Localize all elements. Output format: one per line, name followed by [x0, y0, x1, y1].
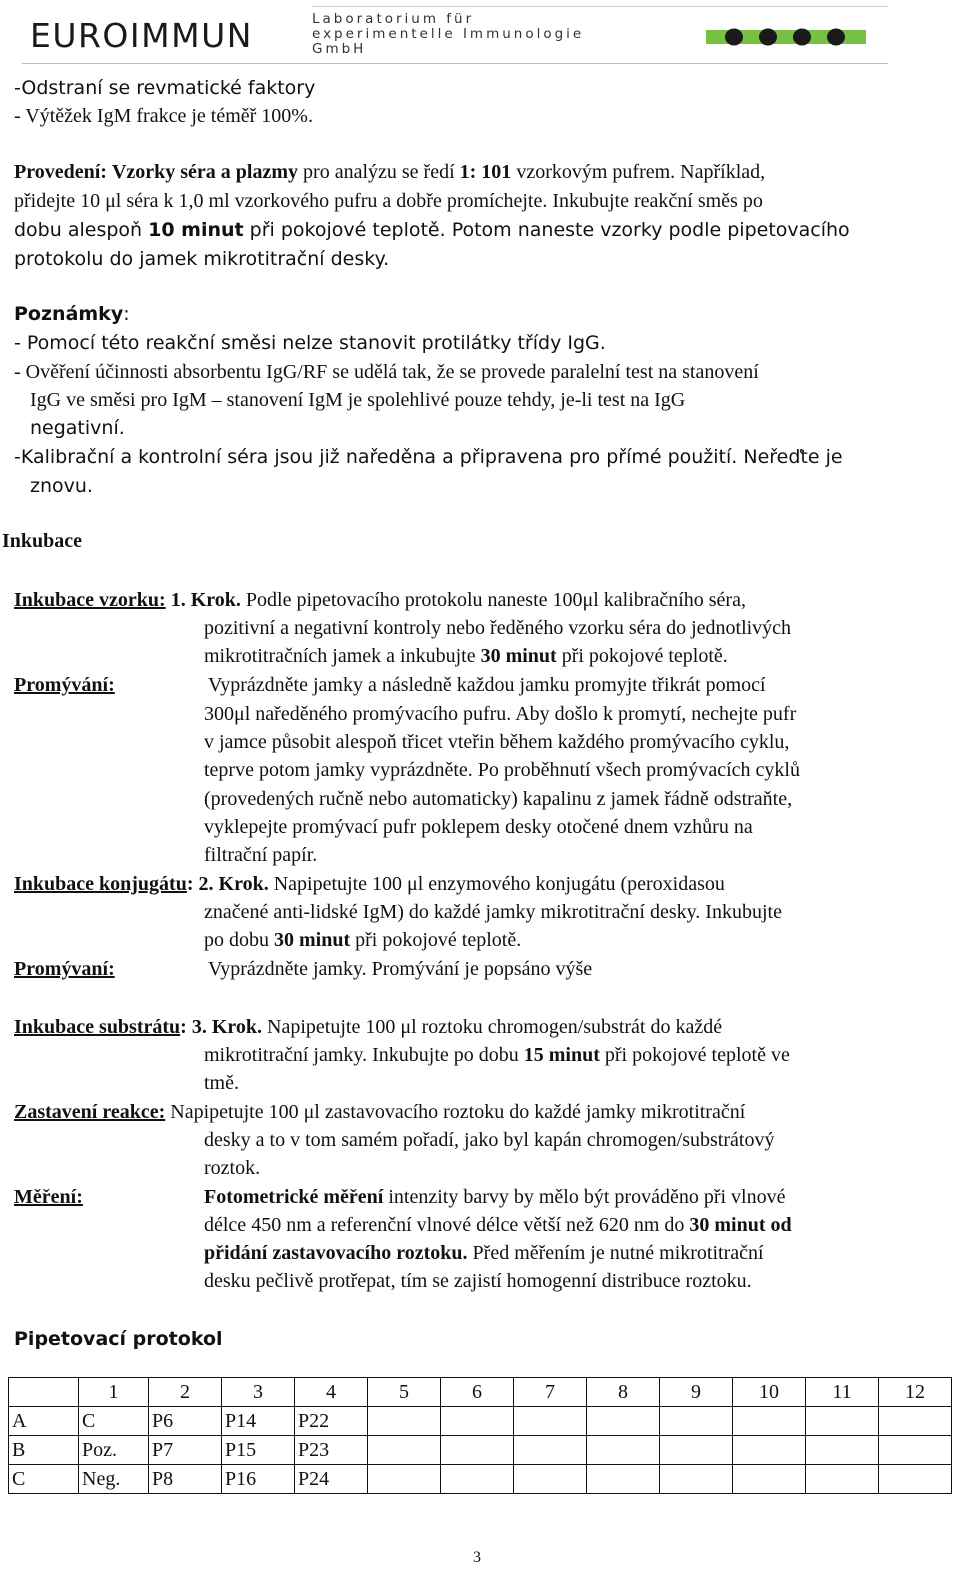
substrate-line-2 — [204, 1041, 790, 1070]
table-row — [9, 1436, 952, 1465]
procedure-line-4: protokolu do jamek mikrotitrační desky. — [14, 248, 390, 270]
table-cell — [660, 1465, 733, 1494]
header-cell: 10 — [733, 1378, 806, 1407]
wash-1-label: Promývání: — [14, 674, 115, 696]
header-cell: 11 — [806, 1378, 879, 1407]
wash-1-line-4: teprve potom jamky vyprázdněte. Po proběhnutí všech promývacích cyklů — [204, 759, 800, 781]
company-subtitle — [312, 12, 584, 57]
header-cell: 4 — [295, 1378, 368, 1407]
table-cell: P7 — [149, 1436, 222, 1465]
brand-bar-icon — [706, 26, 866, 48]
pipetting-table — [8, 1377, 952, 1494]
table-cell — [660, 1436, 733, 1465]
table-cell — [441, 1407, 514, 1436]
note-1: - Pomocí této reakční směsi nelze stanovit protilátky třídy IgG. — [14, 332, 606, 354]
protocol-title: Pipetovací protokol — [14, 1328, 223, 1350]
table-header-row — [9, 1378, 952, 1407]
sample-incubation-line-3 — [204, 642, 728, 671]
procedure-text-3: přidejte 10 μl séra k 1,0 ml vzorkového pufru a dobře promíchejte. Inkubujte reakční směs po — [14, 190, 763, 212]
measure-line-2 — [204, 1211, 792, 1240]
table-cell: Poz. — [79, 1436, 149, 1465]
conjugate-colon: : — [186, 873, 194, 895]
note-3-line-1: -Kalibrační a kontrolní séra jsou již naředěna a připravena pro přímé použití. Neřeďte je — [14, 446, 843, 468]
conjugate-text-4: při pokojové teplotě. — [350, 929, 522, 951]
note-3-line-2: znovu. — [30, 475, 93, 497]
procedure-line-3 — [14, 216, 850, 245]
table-cell — [368, 1465, 441, 1494]
table-cell — [879, 1465, 952, 1494]
wash-1-line-5: (provedených ručně nebo automaticky) kapalinu z jamek řádně odstraňte, — [204, 788, 793, 810]
sample-incubation-text-4: při pokojové teplotě. — [556, 645, 728, 667]
table-cell — [514, 1436, 587, 1465]
wash-1-line-7: filtrační papír. — [204, 844, 318, 866]
sample-incubation-label: Inkubace vzorku: — [14, 589, 166, 611]
table-cell — [806, 1465, 879, 1494]
wash-2-line-1: Vyprázdněte jamky. Promývání je popsáno výše — [208, 958, 593, 980]
procedure-line-1 — [14, 158, 765, 187]
conjugate-text-3: po dobu — [204, 929, 274, 951]
table-cell — [441, 1465, 514, 1494]
wash-1-line-1: Vyprázdněte jamky a následně každou jamku promyjte třikrát pomocí — [208, 674, 766, 696]
table-cell: A — [9, 1407, 79, 1436]
procedure-line-2 — [14, 187, 763, 216]
incubation-heading: Inkubace — [2, 530, 83, 552]
stop-line-1 — [14, 1098, 745, 1127]
header-cell: 2 — [149, 1378, 222, 1407]
table-cell: C — [79, 1407, 149, 1436]
sample-incubation-line-2: pozitivní a negativní kontroly nebo ředěného vzorku séra do jednotlivých — [204, 617, 792, 639]
header-cell: 5 — [368, 1378, 441, 1407]
table-cell — [368, 1407, 441, 1436]
table-cell — [806, 1407, 879, 1436]
table-cell — [514, 1465, 587, 1494]
table-row — [9, 1465, 952, 1494]
table-cell — [733, 1436, 806, 1465]
wash-1-line-2: 300μl naředěného promývacího pufru. Aby došlo k promytí, nechejte pufr — [204, 703, 797, 725]
subtitle-line-1: Laboratorium für — [312, 11, 475, 27]
conjugate-line-3 — [204, 926, 521, 955]
substrate-text-2: mikrotitrační jamky. Inkubujte po dobu — [204, 1044, 524, 1066]
procedure-text-1: pro analýzu se ředí — [298, 161, 460, 183]
substrate-text-1: Napipetujte 100 μl roztoku chromogen/substrát do každé — [262, 1016, 723, 1038]
table-cell: P16 — [222, 1465, 295, 1494]
table-cell — [514, 1407, 587, 1436]
sample-incubation-text-3: mikrotitračních jamek a inkubujte — [204, 645, 481, 667]
header-cell: 6 — [441, 1378, 514, 1407]
notes-heading — [14, 300, 130, 329]
procedure-bold-2: 1: 101 — [459, 161, 512, 183]
measure-bold-1: Fotometrické měření — [204, 1186, 384, 1208]
table-cell: P24 — [295, 1465, 368, 1494]
header-cell — [9, 1378, 79, 1407]
table-cell: B — [9, 1436, 79, 1465]
measure-text-3: Před měřením je nutné mikrotitrační — [467, 1242, 764, 1264]
measure-text-1: intenzity barvy by mělo být prováděno při vlnové — [383, 1186, 786, 1208]
table-cell: P15 — [222, 1436, 295, 1465]
stop-label: Zastavení reakce: — [14, 1101, 166, 1123]
header-cell: 8 — [587, 1378, 660, 1407]
table-cell — [587, 1407, 660, 1436]
header-cell: 9 — [660, 1378, 733, 1407]
conjugate-line-2: značené anti-lidské IgM) do každé jamky mikrotitrační desky. Inkubujte — [204, 901, 782, 923]
procedure-bold-3: 10 minut — [148, 219, 244, 241]
procedure-label: Provedení: — [14, 161, 107, 183]
conjugate-line-1 — [14, 870, 725, 899]
intro-line-1: -Odstraní se revmatické faktory — [14, 77, 316, 99]
measure-bold-2: 30 minut od — [689, 1214, 792, 1236]
sample-incubation-line-1 — [14, 586, 746, 615]
measure-label: Měření: — [14, 1186, 83, 1208]
procedure-bold-1: Vzorky séra a plazmy — [111, 161, 299, 183]
wash-2-label: Promývaní: — [14, 958, 115, 980]
wash-1-line-6: vyklepejte promývací pufr poklepem desky otočené dnem vzhůru na — [204, 816, 753, 838]
table-cell: Neg. — [79, 1465, 149, 1494]
conjugate-bold: 30 minut — [274, 929, 351, 951]
notes-title: Poznámky — [14, 303, 124, 325]
company-logo: EUROIMMUN — [30, 16, 253, 55]
table-cell — [587, 1436, 660, 1465]
substrate-step: 3. Krok. — [186, 1016, 263, 1038]
measure-text-2: délce 450 nm a referenční vlnové délce větší než 620 nm do — [204, 1214, 690, 1236]
substrate-label: Inkubace substrátu — [14, 1016, 181, 1038]
table-cell: P6 — [149, 1407, 222, 1436]
wash-1-line-3: v jamce působit alespoň třicet vteřin během každého promývacího cyklu, — [204, 731, 790, 753]
note-2-line-3: negativní. — [30, 417, 125, 439]
stop-line-3: roztok. — [204, 1157, 261, 1179]
note-2-line-1: - Ověření účinnosti absorbentu IgG/RF se udělá tak, že se provede paralelní test na stanovení — [14, 361, 759, 383]
table-cell: P23 — [295, 1436, 368, 1465]
conjugate-label: Inkubace konjugátu — [14, 873, 187, 895]
sample-incubation-bold: 30 minut — [480, 645, 557, 667]
conjugate-step: 2. Krok. — [193, 873, 269, 895]
table-cell — [587, 1465, 660, 1494]
substrate-line-1 — [14, 1013, 722, 1042]
header-cell: 3 — [222, 1378, 295, 1407]
table-cell — [441, 1436, 514, 1465]
header-cell: 7 — [514, 1378, 587, 1407]
procedure-text-5: při pokojové teplotě. Potom naneste vzorky podle pipetovacího — [243, 219, 850, 241]
table-cell — [806, 1436, 879, 1465]
stop-line-2: desky a to v tom samém pořadí, jako byl kapán chromogen/substrátový — [204, 1129, 775, 1151]
substrate-text-3: při pokojové teplotě ve — [599, 1044, 790, 1066]
table-cell: P8 — [149, 1465, 222, 1494]
table-cell — [660, 1407, 733, 1436]
table-cell — [879, 1436, 952, 1465]
substrate-colon: : — [180, 1016, 187, 1038]
header-cell: 1 — [79, 1378, 149, 1407]
measure-bold-3: přidání zastavovacího roztoku. — [204, 1242, 468, 1264]
table-row — [9, 1407, 952, 1436]
procedure-text-4: dobu alespoň — [14, 219, 149, 241]
notes-colon: : — [123, 303, 130, 325]
substrate-line-3: tmě. — [204, 1072, 239, 1094]
subtitle-line-3: GmbH — [312, 41, 367, 57]
header-rule — [22, 63, 888, 64]
intro-line-2: - Výtěžek IgM frakce je téměř 100%. — [14, 105, 313, 127]
measure-line-4: desku pečlivě protřepat, tím se zajistí homogenní distribuce roztoku. — [204, 1270, 752, 1292]
measure-line-3 — [204, 1239, 764, 1268]
page-number: 3 — [473, 1549, 481, 1566]
header-cell: 12 — [879, 1378, 952, 1407]
table-cell: P14 — [222, 1407, 295, 1436]
table-cell — [733, 1465, 806, 1494]
table-cell — [368, 1436, 441, 1465]
subtitle-line-2: experimentelle Immunologie — [312, 26, 585, 42]
stop-text-1: Napipetujte 100 μl zastavovacího roztoku do každé jamky mikrotitrační — [165, 1101, 746, 1123]
substrate-bold: 15 minut — [523, 1044, 600, 1066]
conjugate-text-1: Napipetujte 100 μl enzymového konjugátu (peroxidasou — [268, 873, 725, 895]
table-cell — [879, 1407, 952, 1436]
table-cell: C — [9, 1465, 79, 1494]
measure-line-1 — [204, 1183, 786, 1212]
header-top-rule — [312, 6, 888, 7]
sample-incubation-step: 1. Krok. — [170, 589, 241, 611]
table-cell: P22 — [295, 1407, 368, 1436]
table-cell — [733, 1407, 806, 1436]
procedure-text-2: vzorkovým pufrem. Například, — [511, 161, 766, 183]
sample-incubation-text-1: Podle pipetovacího protokolu naneste 100μl kalibračního séra, — [240, 589, 746, 611]
note-2-line-2: IgG ve směsi pro IgM – stanovení IgM je spolehlivé pouze tehdy, je-li test na IgG — [30, 389, 686, 411]
